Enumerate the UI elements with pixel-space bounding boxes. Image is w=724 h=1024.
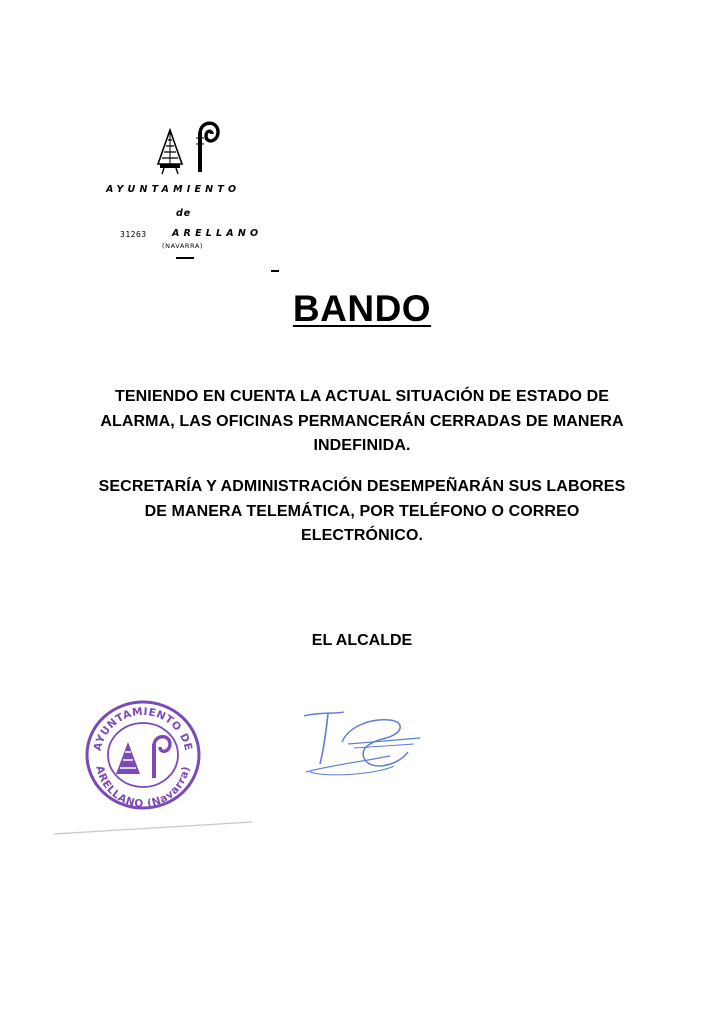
letterhead-region: (NAVARRA) — [162, 242, 204, 250]
letterhead — [100, 118, 280, 268]
seal-icon — [82, 698, 204, 812]
body-paragraph-2: SECRETARÍA Y ADMINISTRACIÓN DESEMPEÑARÁN SUS LABORES DE MANERA TELEMÁTICA, POR TELÉFONO O CORREO ELECTRÓNICO. — [98, 478, 626, 544]
seal-top-text: AYUNTAMIENTO DE — [91, 705, 195, 753]
signature-baseline — [52, 818, 256, 838]
letterhead-rule — [176, 257, 194, 259]
letterhead-line1: AYUNTAMIENTO — [106, 184, 241, 195]
signer-title: EL ALCALDE — [311, 632, 413, 649]
crest-logo-icon — [152, 118, 232, 178]
document-title: BANDO — [292, 288, 432, 329]
letterhead-town: ARELLANO — [172, 228, 263, 239]
letterhead-postal-code: 31263 — [120, 230, 147, 239]
body-paragraph-1: TENIENDO EN CUENTA LA ACTUAL SITUACIÓN DE ESTADO DE ALARMA, LAS OFICINAS PERMANCERÁN CERRADAS DE MANERA INDEFINIDA. — [100, 388, 624, 454]
letterhead-line2: de — [176, 208, 192, 219]
decorative-dash — [271, 270, 279, 272]
handwritten-signature — [298, 708, 424, 780]
official-seal — [82, 698, 204, 812]
seal-bottom-text: ARELLANO (Navarra) — [93, 764, 193, 811]
